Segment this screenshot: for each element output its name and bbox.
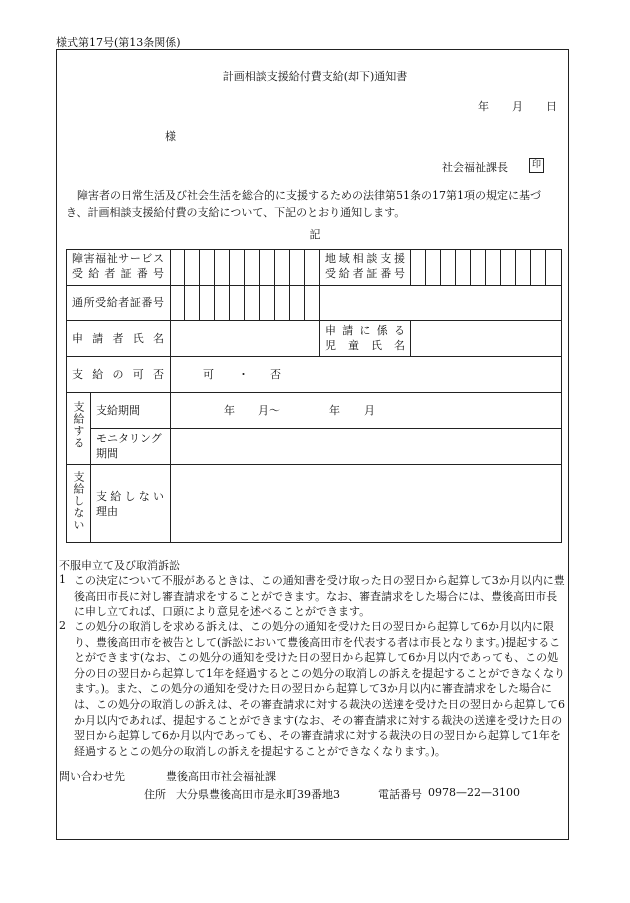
table-border-top — [66, 249, 562, 250]
table-line — [90, 428, 562, 429]
period-month-1: 月～ — [258, 404, 280, 417]
digit-box-line — [530, 249, 531, 286]
seal-mark: 印 — [529, 158, 544, 173]
contact-office: 豊後高田市社会福祉課 — [166, 770, 276, 783]
welfare-cert-label-1: 障害福祉サービス — [72, 252, 164, 265]
table-line — [410, 320, 411, 357]
reason-label-1: 支給しない — [96, 490, 164, 503]
period-year-2: 年 — [329, 404, 340, 417]
digit-box-line — [425, 249, 426, 286]
date-month: 月 — [512, 100, 523, 113]
child-label-1: 申請に係る — [325, 324, 405, 337]
digit-box-line — [244, 249, 245, 286]
document-title: 計画相談支援給付費支給(却下)通知書 — [222, 70, 408, 83]
objection-item-2: この処分の取消しを求める訴えは、この処分の通知を受けた日の翌日から起算して6か月以内に限り、豊後高田市を被告として(訴訟において豊後高田市を代表する者は市長となります。)提起することができます(なお、この処分の通知を受けた日の翌日から起算して6か月以内であっても、この処分の日の翌日から起算して1年を経過するとこの処分の取消しの訴えを提起することができなくなります。)。また、この処分の通知を受けた日の翌日から起算して3か月以内に審査請求をした場合には、この処分の取消しの訴えは、その審査請求に対する裁決の送達を受けた日の翌日から起算して6か月以内であれば、提起することができます(なお、その審査請求に対する裁決の送達を受けた日の翌日から起算して6か月以内であっても、その審査請求に対する裁決の日の翌日から起算して1年を経過するとこの処分の取消しの訴えを提起することができなくなります。)。 — [74, 620, 565, 758]
approve-option: 可 — [203, 368, 214, 381]
digit-box-line — [259, 249, 260, 286]
objection-item-2-number: 2 — [59, 619, 66, 632]
monitoring-label-2: 期間 — [96, 447, 118, 460]
digit-box-line — [515, 249, 516, 286]
period-month-2: 月 — [364, 404, 375, 417]
digit-box-line — [289, 249, 290, 286]
table-line — [90, 392, 91, 543]
digit-box-line — [259, 285, 260, 321]
table-line — [66, 464, 562, 465]
addressee-suffix: 様 — [165, 130, 176, 143]
table-line — [410, 249, 411, 286]
objection-item-1-number: 1 — [59, 573, 66, 586]
digit-box-line — [214, 285, 215, 321]
regional-cert-label-1: 地域相談支援 — [325, 252, 405, 265]
table-line — [66, 392, 562, 393]
ki-heading: 記 — [309, 228, 321, 241]
table-border-left — [66, 249, 67, 543]
grant-group-label: 支給する — [72, 401, 85, 449]
table-line — [66, 356, 562, 357]
contact-label: 問い合わせ先 — [59, 770, 125, 783]
date-day: 日 — [546, 100, 557, 113]
digit-box-line — [184, 249, 185, 286]
table-border-right — [561, 249, 562, 543]
digit-box-line — [455, 249, 456, 286]
body-text: 障害者の日常生活及び社会生活を総合的に支援するための法律第51条の17第1項の規定に基づき、計画相談支援給付費の支給について、下記のとおり通知します。 — [66, 189, 541, 219]
digit-box-line — [244, 285, 245, 321]
table-line — [319, 249, 320, 321]
option-separator: ・ — [238, 368, 249, 381]
address-label: 住所 — [144, 788, 166, 801]
digit-box-line — [199, 285, 200, 321]
monitoring-label-1: モニタリング — [96, 432, 162, 445]
reason-label-2: 理由 — [96, 505, 118, 518]
date-year: 年 — [478, 100, 489, 113]
sender: 社会福祉課長 — [442, 161, 508, 174]
digit-box-line — [229, 249, 230, 286]
digit-box-line — [545, 249, 546, 286]
digit-box-line — [229, 285, 230, 321]
table-line — [66, 285, 562, 286]
tel-value: 0978—22—3100 — [428, 786, 520, 799]
daycare-cert-label: 通所受給者証番号 — [72, 296, 164, 309]
objection-item-1: この決定について不服があるときは、この通知書を受け取った日の翌日から起算して3か月以内に豊後高田市長に対し審査請求をすることができます。なお、審査請求をした場合には、豊後高田市長に申し立てれば、口頭により意見を述べることができます。 — [74, 574, 565, 619]
digit-box-line — [470, 249, 471, 286]
notification-table — [66, 249, 562, 543]
deny-group-label: 支給しない — [72, 471, 85, 531]
digit-box-line — [184, 285, 185, 321]
period-year-1: 年 — [224, 404, 235, 417]
table-border-bottom — [66, 542, 562, 543]
digit-box-line — [214, 249, 215, 286]
digit-box-line — [274, 249, 275, 286]
child-label-2: 児童氏名 — [325, 339, 405, 352]
table-line — [170, 249, 171, 543]
period-label: 支給期間 — [96, 404, 140, 417]
welfare-cert-label-2: 受給者証番号 — [72, 267, 164, 280]
digit-box-line — [274, 285, 275, 321]
digit-box-line — [500, 249, 501, 286]
address-value: 大分県豊後高田市是永町39番地3 — [176, 788, 340, 801]
digit-box-line — [199, 249, 200, 286]
tel-label: 電話番号 — [378, 788, 422, 801]
digit-box-line — [289, 285, 290, 321]
digit-box-line — [485, 249, 486, 286]
reject-option: 否 — [270, 368, 281, 381]
regional-cert-label-2: 受給者証番号 — [325, 267, 405, 280]
applicant-label: 申請者氏名 — [72, 332, 164, 345]
objection-title: 不服申立て及び取消訴訟 — [59, 559, 180, 572]
form-number: 様式第17号(第13条関係) — [56, 36, 181, 49]
digit-box-line — [304, 285, 305, 321]
digit-box-line — [440, 249, 441, 286]
approval-label: 支給の可否 — [72, 368, 164, 381]
table-line — [66, 320, 562, 321]
table-line — [319, 320, 320, 357]
digit-box-line — [304, 249, 305, 286]
